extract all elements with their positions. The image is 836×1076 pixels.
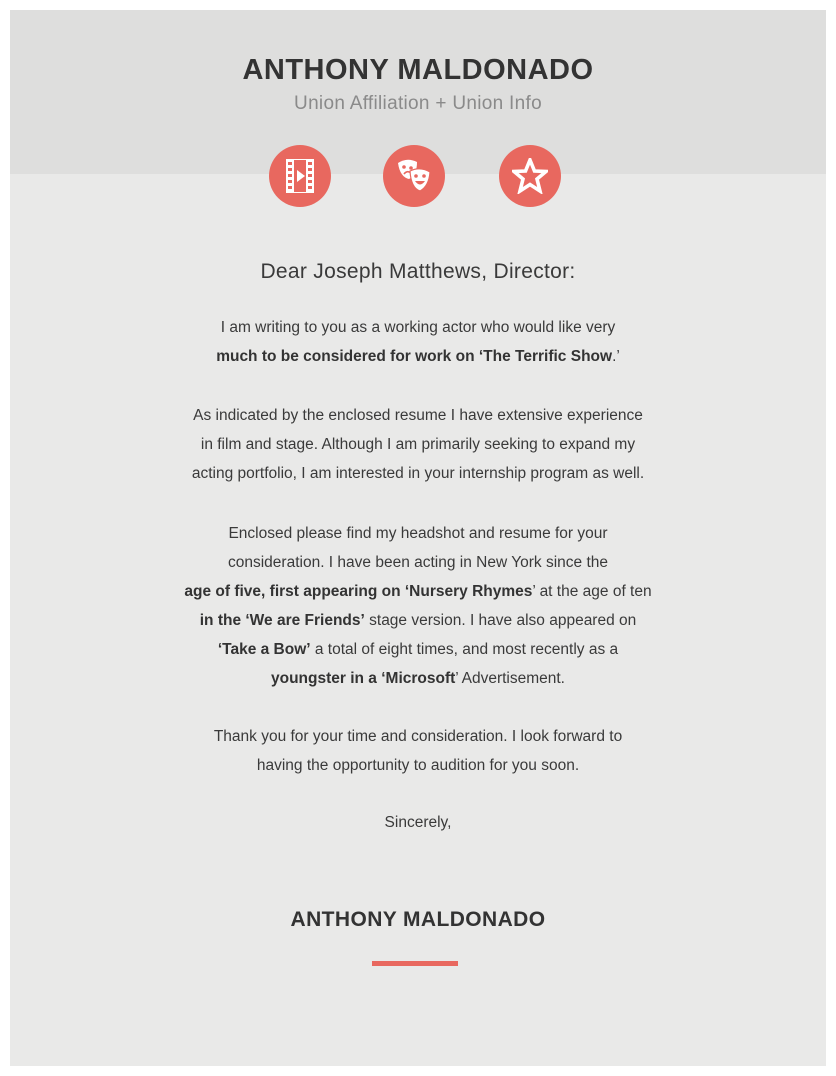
paragraph-line: consideration. I have been acting in New York since the bbox=[228, 554, 608, 571]
paragraph-line: having the opportunity to audition for you soon. bbox=[256, 757, 580, 774]
paragraph-line: Thank you for your time and consideration. I look forward to bbox=[213, 728, 623, 745]
theater-masks-icon bbox=[383, 145, 445, 207]
union-affiliation-subtitle: Union Affiliation + Union Info bbox=[294, 93, 542, 114]
paragraph-line: much to be considered for work on ‘The Terrific Show.’ bbox=[216, 348, 620, 365]
letter-greeting: Dear Joseph Matthews, Director: bbox=[260, 260, 576, 283]
paragraph-line: Enclosed please find my headshot and resume for your bbox=[228, 525, 608, 542]
letter-paragraph-2 bbox=[128, 401, 708, 488]
film-strip-icon bbox=[269, 145, 331, 207]
applicant-name-heading: ANTHONY MALDONADO bbox=[242, 54, 594, 86]
paragraph-line: I am writing to you as a working actor who would like very bbox=[220, 319, 616, 336]
paragraph-line: As indicated by the enclosed resume I have extensive experience bbox=[193, 407, 643, 424]
star-icon bbox=[499, 145, 561, 207]
paragraph-line: youngster in a ‘Microsoft’ Advertisement. bbox=[270, 670, 565, 687]
letter-paragraph-4 bbox=[128, 722, 708, 780]
signature-name: ANTHONY MALDONADO bbox=[290, 908, 546, 931]
paragraph-line: ‘Take a Bow’ a total of eight times, and most recently as a bbox=[217, 641, 619, 658]
letter-paragraph-3 bbox=[128, 519, 708, 693]
letter-paragraph-1 bbox=[128, 313, 708, 371]
letter-closing: Sincerely, bbox=[384, 814, 452, 831]
paragraph-line: in the ‘We are Friends’ stage version. I have also appeared on bbox=[199, 612, 637, 629]
paragraph-line: in film and stage. Although I am primarily seeking to expand my bbox=[200, 436, 636, 453]
cover-letter-page bbox=[10, 10, 826, 1066]
paragraph-line: age of five, first appearing on ‘Nursery Rhymes’ at the age of ten bbox=[184, 583, 652, 600]
paragraph-line: acting portfolio, I am interested in your internship program as well. bbox=[191, 465, 645, 482]
signature-accent-rule bbox=[372, 961, 458, 966]
